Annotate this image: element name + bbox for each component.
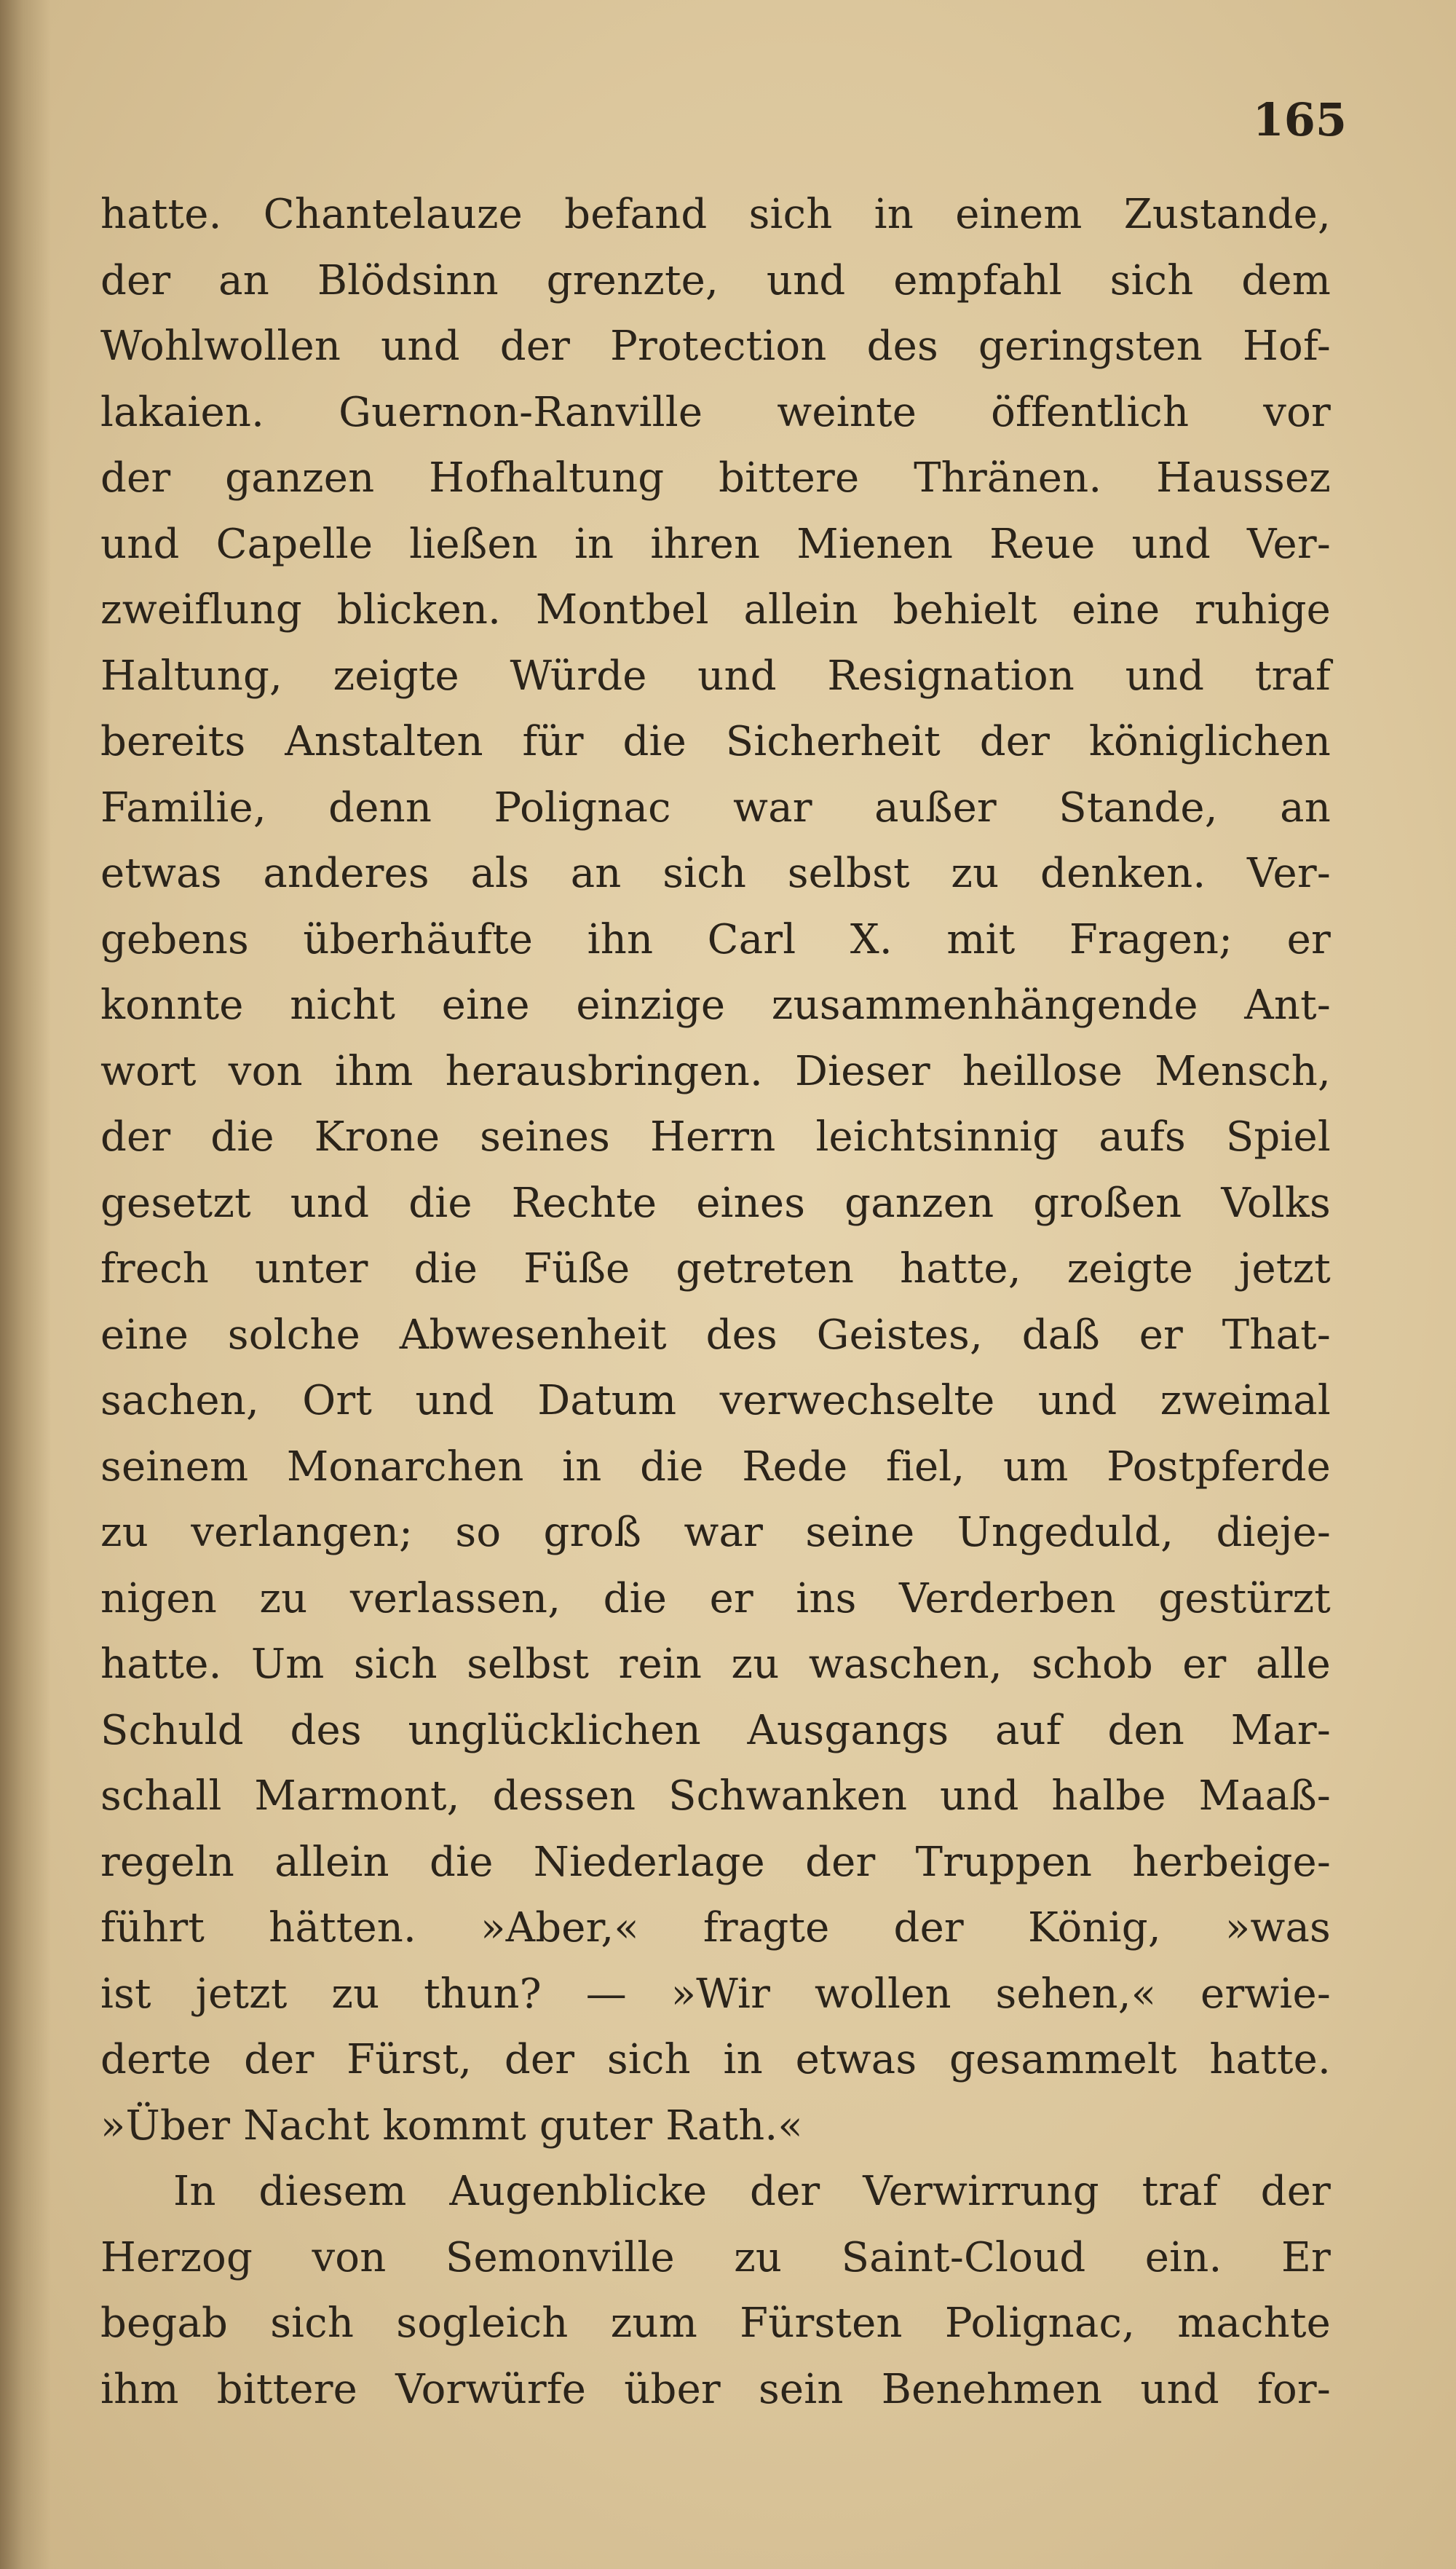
- text-line: zweiflung blicken. Montbel allein behielt eine ruhige: [100, 586, 1331, 634]
- text-line: Haltung, zeigte Würde und Resignation und traf: [100, 652, 1331, 700]
- text-line: hatte. Um sich selbst rein zu waschen, schob er alle: [100, 1641, 1331, 1688]
- page-gutter-shadow: [0, 0, 51, 2569]
- text-line: begab sich sogleich zum Fürsten Polignac, machte: [100, 2300, 1331, 2347]
- text-line: seinem Monarchen in die Rede fiel, um Postpferde: [100, 1443, 1331, 1491]
- text-line: führt hätten. »Aber,« fragte der König, »was: [100, 1904, 1331, 1952]
- text-line: der die Krone seines Herrn leichtsinnig aufs Spiel: [100, 1113, 1331, 1161]
- paragraph-end-line: »Über Nacht kommt guter Rath.«: [100, 2102, 803, 2150]
- text-line: Herzog von Semonville zu Saint-Cloud ein. Er: [100, 2233, 1331, 2281]
- text-line: ihm bittere Vorwürfe über sein Benehmen und for-: [100, 2365, 1331, 2413]
- text-line: gesetzt und die Rechte eines ganzen großen Volks: [100, 1179, 1331, 1227]
- text-line: wort von ihm herausbringen. Dieser heillose Mensch,: [100, 1047, 1331, 1095]
- paragraph-start-line: In diesem Augenblicke der Verwirrung traf der: [173, 2168, 1331, 2215]
- text-line: nigen zu verlassen, die er ins Verderben gestürzt: [100, 1574, 1331, 1622]
- text-line: sachen, Ort und Datum verwechselte und zweimal: [100, 1377, 1331, 1424]
- text-line: Schuld des unglücklichen Ausgangs auf den Mar-: [100, 1706, 1331, 1754]
- text-line: lakaien. Guernon-Ranville weinte öffentlich vor: [100, 388, 1331, 436]
- page-number: 165: [1252, 93, 1347, 146]
- text-line: gebens überhäufte ihn Carl X. mit Fragen; er: [100, 915, 1331, 963]
- text-line: schall Marmont, dessen Schwanken und halbe Maaß-: [100, 1772, 1331, 1820]
- text-line: Familie, denn Polignac war außer Stande, an: [100, 784, 1331, 832]
- text-line: bereits Anstalten für die Sicherheit der königlichen: [100, 718, 1331, 765]
- text-line: etwas anderes als an sich selbst zu denken. Ver-: [100, 850, 1331, 897]
- text-line: derte der Fürst, der sich in etwas gesammelt hatte.: [100, 2036, 1331, 2083]
- text-line: ist jetzt zu thun? — »Wir wollen sehen,« erwie-: [100, 1970, 1331, 2018]
- text-line: Wohlwollen und der Protection des geringsten Hof-: [100, 323, 1331, 370]
- text-line: konnte nicht eine einzige zusammenhängende Ant-: [100, 982, 1331, 1029]
- text-line: zu verlangen; so groß war seine Ungeduld, dieje-: [100, 1509, 1331, 1556]
- text-line: eine solche Abwesenheit des Geistes, daß er That-: [100, 1311, 1331, 1359]
- text-line: und Capelle ließen in ihren Mienen Reue und Ver-: [100, 520, 1331, 568]
- text-line: frech unter die Füße getreten hatte, zeigte jetzt: [100, 1245, 1331, 1293]
- body-text: [100, 182, 1331, 2423]
- text-line: der an Blödsinn grenzte, und empfahl sich dem: [100, 256, 1331, 304]
- text-line: hatte. Chantelauze befand sich in einem Zustande,: [100, 191, 1331, 238]
- text-line: der ganzen Hofhaltung bittere Thränen. Haussez: [100, 454, 1331, 502]
- text-line: regeln allein die Niederlage der Truppen herbeige-: [100, 1838, 1331, 1886]
